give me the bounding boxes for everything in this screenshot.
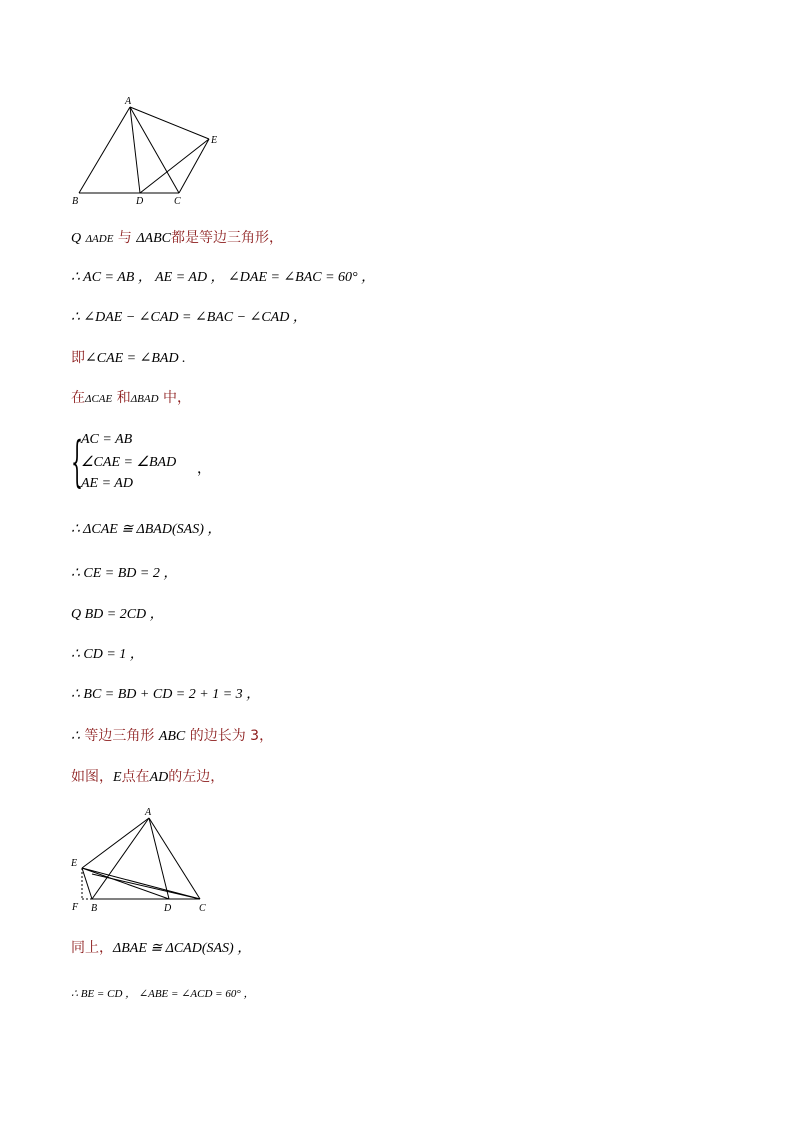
figure-1-triangle-diagram <box>68 92 228 208</box>
label-d: D <box>164 903 172 914</box>
line-in-triangles: 在ΔCAE 和ΔBAD 中， <box>71 390 191 406</box>
label-c: C <box>199 903 206 914</box>
segment-ae <box>82 818 149 868</box>
label-f: F <box>72 902 79 913</box>
equation-system: { AC = AB ∠CAE = ∠BAD AE = AD ， <box>71 430 211 493</box>
line-side-length: ∴ 等边三角形 ABC 的边长为 3， <box>71 728 274 744</box>
line-second-case: 如图，E点在AD的左边， <box>71 769 225 785</box>
line-equalities: ∴ AC = AB ， AE = AD ， ∠DAE = ∠BAC = 60° ， <box>71 270 376 285</box>
segment-extra <box>92 874 200 899</box>
segment-ae <box>130 107 209 139</box>
line-same-as-above: 同上，ΔBAE ≅ ΔCAD(SAS) ， <box>71 940 252 956</box>
label-e: E <box>71 858 78 869</box>
line-angle-subtraction: ∴ ∠DAE − ∠CAD = ∠BAC − ∠CAD ， <box>71 310 307 325</box>
segment-ac <box>149 818 200 899</box>
triangle-ade: ΔADE <box>85 233 114 245</box>
label-a: A <box>125 96 132 107</box>
label-c: C <box>174 196 181 207</box>
line-angle-equal: 即∠CAE = ∠BAD . <box>71 350 186 366</box>
segment-ac <box>130 107 179 193</box>
line-ce-bd: ∴ CE = BD = 2 ， <box>71 566 178 581</box>
segment-ce <box>82 868 200 899</box>
segment-ad <box>130 107 140 193</box>
line-cd: ∴ CD = 1 ， <box>71 647 144 662</box>
figure-2-triangle-diagram <box>66 804 226 916</box>
line-bd-2cd: Q BD = 2CD ， <box>71 607 164 622</box>
line-be-cd: ∴ BE = CD ， ∠ABE = ∠ACD = 60° ， <box>71 988 255 1000</box>
label-b: B <box>72 196 79 207</box>
segment-be <box>82 868 92 899</box>
left-brace: { <box>71 430 84 493</box>
label-e: E <box>211 135 218 146</box>
triangle-abc: ΔABC <box>136 231 171 246</box>
line-congruence: ∴ ΔCAE ≅ ΔBAD(SAS) ， <box>71 522 222 537</box>
label-d: D <box>136 196 144 207</box>
since-symbol: Q <box>71 231 82 246</box>
label-a: A <box>145 807 152 818</box>
segment-ab <box>92 818 149 899</box>
segment-ce <box>179 139 209 193</box>
line-bc: ∴ BC = BD + CD = 2 + 1 = 3 ， <box>71 687 261 702</box>
label-b: B <box>91 903 98 914</box>
line-premise: Q ΔADE 与 ΔABC都是等边三角形， <box>71 230 283 246</box>
segment-ab <box>79 107 130 193</box>
